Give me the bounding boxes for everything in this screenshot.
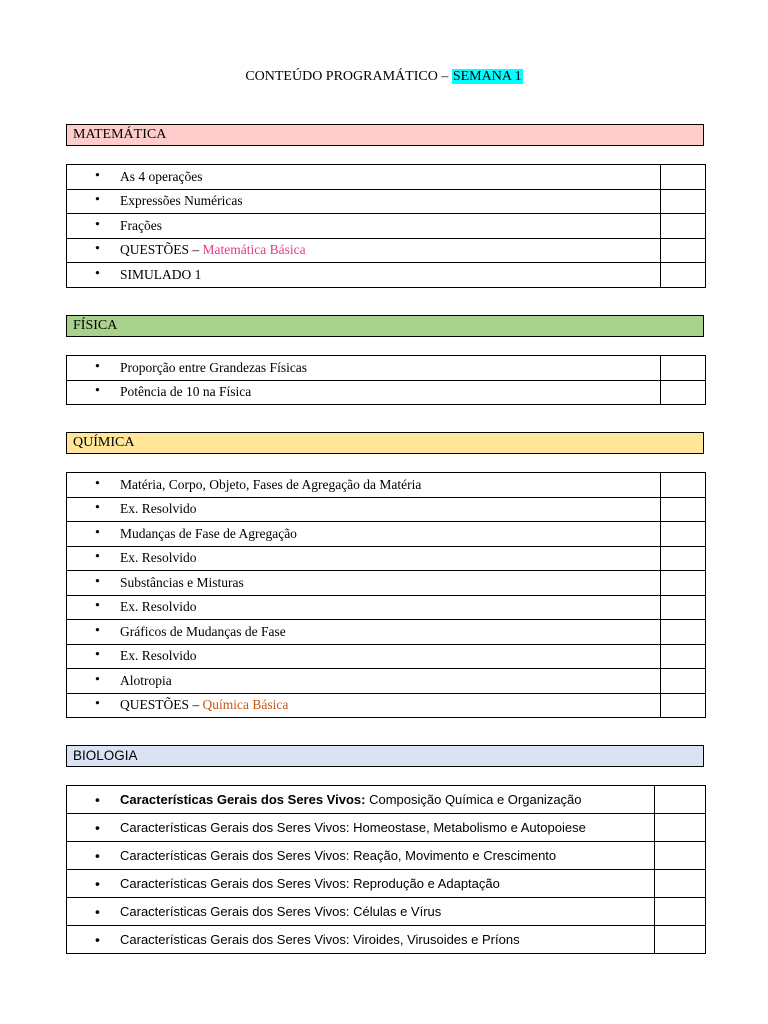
list-item: Proporção entre Grandezas Físicas [120, 359, 308, 375]
table-row [67, 380, 706, 405]
list-item [95, 792, 582, 807]
section-header-biologia: BIOLOGIA [66, 745, 704, 767]
check-cell[interactable] [661, 595, 706, 620]
fisica-table [66, 355, 706, 405]
table-row [67, 898, 706, 926]
table-row [67, 473, 706, 498]
check-cell[interactable] [655, 898, 706, 926]
table-row [67, 644, 706, 669]
table-row [67, 263, 706, 288]
table-row [67, 693, 706, 718]
check-cell[interactable] [655, 870, 706, 898]
table-row [67, 214, 706, 239]
list-item: Expressões Numéricas [120, 193, 243, 209]
table-row [67, 870, 706, 898]
check-cell[interactable] [661, 473, 706, 498]
questoes-label: QUESTÕES – [120, 242, 203, 258]
list-item: Alotropia [120, 672, 172, 688]
section-header-matematica: MATEMÁTICA [66, 124, 704, 146]
check-cell[interactable] [661, 238, 706, 263]
questoes-link[interactable]: Matemática Básica [202, 242, 306, 258]
matematica-table [66, 164, 706, 288]
list-item: Características Gerais dos Seres Vivos: Células e Vírus [120, 904, 442, 919]
table-row [67, 595, 706, 620]
list-item: Substâncias e Misturas [120, 574, 244, 590]
questoes-link[interactable]: Química Básica [202, 697, 289, 713]
table-row [67, 571, 706, 596]
page-title [0, 67, 768, 87]
list-item [95, 697, 288, 713]
table-row [67, 842, 706, 870]
biologia-table [66, 785, 706, 954]
check-cell[interactable] [661, 571, 706, 596]
list-item: As 4 operações [120, 168, 203, 184]
check-cell[interactable] [661, 356, 706, 381]
table-row [67, 814, 706, 842]
list-item: Características Gerais dos Seres Vivos: Homeostase, Metabolismo e Autopoiese [120, 820, 586, 835]
check-cell[interactable] [661, 165, 706, 190]
section-header-quimica: QUÍMICA [66, 432, 704, 454]
list-item: Características Gerais dos Seres Vivos: Viroides, Virusoides e Príons [120, 932, 520, 947]
list-item: Ex. Resolvido [120, 599, 197, 615]
table-row [67, 238, 706, 263]
check-cell[interactable] [661, 546, 706, 571]
questoes-label: QUESTÕES – [120, 697, 203, 713]
list-item: Gráficos de Mudanças de Fase [120, 623, 286, 639]
table-row [67, 620, 706, 645]
table-row [67, 669, 706, 694]
check-cell[interactable] [661, 644, 706, 669]
list-item: Potência de 10 na Física [120, 384, 252, 400]
table-row [67, 926, 706, 954]
list-item: Mudanças de Fase de Agregação [120, 525, 297, 541]
table-row [67, 356, 706, 381]
table-row [67, 786, 706, 814]
check-cell[interactable] [661, 263, 706, 288]
check-cell[interactable] [655, 786, 706, 814]
table-row [67, 497, 706, 522]
check-cell[interactable] [661, 214, 706, 239]
list-item: Frações [120, 217, 162, 233]
check-cell[interactable] [661, 497, 706, 522]
section-header-fisica: FÍSICA [66, 315, 704, 337]
table-row [67, 165, 706, 190]
check-cell[interactable] [661, 669, 706, 694]
item-rest: Composição Química e Organização [365, 792, 582, 807]
quimica-table [66, 472, 706, 718]
table-row [67, 189, 706, 214]
list-item: Ex. Resolvido [120, 550, 197, 566]
bold-lead: Características Gerais dos Seres Vivos: [120, 792, 366, 807]
check-cell[interactable] [661, 189, 706, 214]
check-cell[interactable] [655, 926, 706, 954]
list-item: Matéria, Corpo, Objeto, Fases de Agregação da Matéria [120, 476, 422, 492]
list-item [95, 242, 306, 258]
list-item: Ex. Resolvido [120, 501, 197, 517]
list-item: Características Gerais dos Seres Vivos: Reação, Movimento e Crescimento [120, 848, 557, 863]
check-cell[interactable] [661, 380, 706, 405]
check-cell[interactable] [661, 620, 706, 645]
check-cell[interactable] [661, 522, 706, 547]
table-row [67, 522, 706, 547]
list-item: SIMULADO 1 [120, 266, 202, 282]
title-prefix: CONTEÚDO PROGRAMÁTICO – [245, 69, 452, 84]
check-cell[interactable] [655, 842, 706, 870]
list-item: Ex. Resolvido [120, 648, 197, 664]
list-item: Características Gerais dos Seres Vivos: Reprodução e Adaptação [120, 876, 500, 891]
title-highlight: SEMANA 1 [452, 69, 522, 84]
check-cell[interactable] [655, 814, 706, 842]
table-row [67, 546, 706, 571]
check-cell[interactable] [661, 693, 706, 718]
